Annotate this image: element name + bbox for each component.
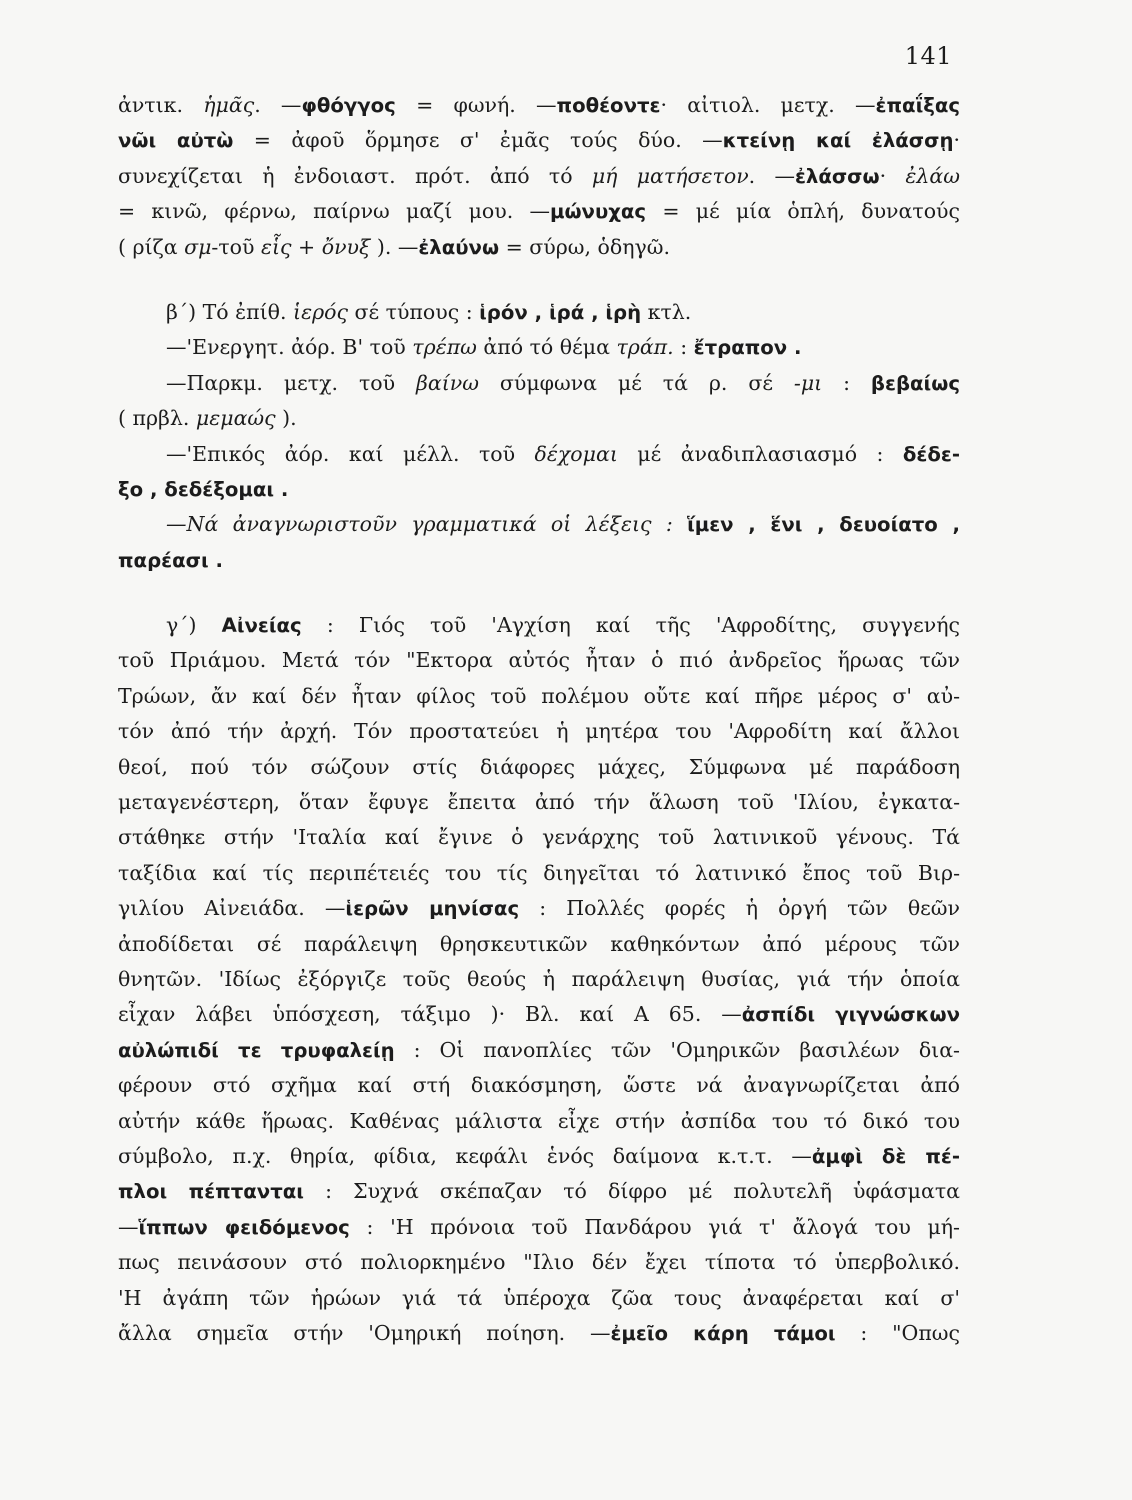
- text-run: ·: [879, 163, 906, 188]
- text-run: ἀπό τό θέμα: [476, 335, 617, 360]
- text-run: ἀντικ.: [118, 93, 204, 117]
- text-run: στάθηκε στήν 'Ιταλία καί ἔγινε ὁ γενάρχης τοῦ λατινικοῦ γένους. Τά: [118, 825, 960, 850]
- text-line: [118, 927, 960, 962]
- bold-term: ἵμεν , ἕνι , δευοίατο ,: [687, 513, 960, 537]
- text-line: [118, 820, 960, 855]
- page-number: 141: [904, 42, 952, 70]
- italic-term: ἐλάω: [905, 163, 960, 188]
- text-line: [118, 123, 960, 158]
- text-line: [118, 785, 960, 820]
- text-run: = κινῶ, φέρνω, παίρνω μαζί μου. —: [118, 199, 550, 224]
- text-run: σύμφωνα μέ τά ρ. σέ: [478, 370, 794, 395]
- text-run: : Συχνά σκέπαζαν τό δίφρο μέ πολυτελῆ ὑφάσματα: [303, 1179, 961, 1204]
- text-line: [118, 1245, 960, 1280]
- italic-term: ἡμᾶς: [203, 93, 255, 117]
- bold-term: ἐπαΐξας: [875, 94, 960, 117]
- bold-term: μώνυχας: [549, 200, 647, 224]
- text-run: :: [673, 335, 694, 360]
- text-run: : Γιός τοῦ 'Αγχίση καί τῆς 'Αφροδίτης, συγγενής: [301, 613, 960, 638]
- text-line: [118, 330, 960, 365]
- bold-term: ἔτραπον .: [693, 336, 802, 360]
- text-run: . —: [748, 163, 795, 188]
- text-line: [118, 1174, 960, 1209]
- text-line: [118, 295, 960, 330]
- text-run: ).: [275, 406, 297, 431]
- text-line: [118, 1316, 960, 1351]
- text-line: [118, 962, 960, 997]
- text-run: εἶχαν λάβει ὑπόσχεση, τάξιμο )· Βλ. καί Α 65. —: [118, 1002, 742, 1027]
- italic-term: βαίνω: [416, 370, 479, 395]
- text-run: = μέ μία ὁπλή, δυνατούς: [646, 199, 960, 224]
- text-line: [118, 1033, 960, 1068]
- text-run: [673, 512, 687, 536]
- text-line: [118, 437, 960, 472]
- bold-term: ἵππων φειδόμενος: [138, 1215, 350, 1239]
- text-run: · αἰτιολ. μετχ. —: [660, 93, 876, 117]
- text-run: = φωνή. —: [395, 93, 557, 117]
- italic-term: μεμαώς: [195, 406, 276, 431]
- italic-term: -μι: [793, 370, 823, 395]
- bold-term: ἀμφὶ δὲ πέ-: [811, 1144, 960, 1168]
- italic-term: εἷς: [261, 234, 292, 259]
- italic-term: τράπ.: [616, 335, 674, 360]
- text-run: τοῦ Πριάμου. Μετά τόν "Εκτορα αὐτός ἦταν ὁ πιό ἀνδρεῖος ἥρωας τῶν: [118, 648, 960, 673]
- text-run: ἄλλα σημεῖα στήν 'Ομηρική ποίηση. —: [118, 1320, 611, 1345]
- text-run: σέ τύπους :: [347, 299, 480, 324]
- text-run: —Παρκμ. μετχ. τοῦ: [166, 370, 417, 395]
- bold-term: κτείνῃ καί ἐλάσσῃ: [722, 129, 954, 153]
- bold-term: ἐλαύνω: [418, 235, 500, 259]
- text-run: -τοῦ: [211, 234, 261, 259]
- bold-term: παρέασι .: [118, 548, 223, 572]
- text-line: [118, 643, 960, 678]
- bold-term: ἀσπίδι γιγνώσκων: [741, 1003, 960, 1027]
- bold-term: πλοι πέπτανται: [118, 1180, 304, 1204]
- text-line: [118, 856, 960, 891]
- bold-term: ἐμεῖο κάρη τάμοι: [610, 1321, 836, 1345]
- italic-term: ὄνυξ: [321, 234, 371, 259]
- text-run: φέρουν στό σχῆμα καί στή διακόσμηση, ὥστε νά ἀναγνωρίζεται ἀπό: [118, 1073, 960, 1098]
- text-run: θεοί, πού τόν σώζουν στίς διάφορες μάχες, Σύμφωνα μέ παράδοση: [118, 754, 960, 779]
- text-line: [118, 1210, 960, 1245]
- italic-term: —Νά ἀναγνωριστοῦν γραμματικά οἱ λέξεις :: [166, 512, 673, 537]
- text-run: κτλ.: [641, 299, 692, 324]
- text-run: Τρώων, ἄν καί δέν ἦταν φίλος τοῦ πολέμου οὔτε καί πῆρε μέρος σ' αὐ-: [118, 683, 960, 708]
- text-line: [118, 230, 960, 265]
- bold-term: ἐλάσσω: [794, 164, 880, 188]
- text-line: [118, 997, 960, 1032]
- text-run: ( πρβλ.: [118, 406, 196, 431]
- text-line: [118, 891, 960, 926]
- text-run: : 'Η πρόνοια τοῦ Πανδάρου γιά τ' ἄλογά του μή-: [349, 1214, 960, 1239]
- text-run: —'Επικός ἀόρ. καί μέλλ. τοῦ: [166, 441, 535, 466]
- text-line: [118, 714, 960, 749]
- text-run: ·: [953, 128, 960, 153]
- text-run: γ΄): [166, 613, 222, 638]
- text-line: [118, 194, 960, 229]
- document-body: [118, 88, 960, 1351]
- text-run: : "Οπως: [835, 1320, 960, 1345]
- bold-term: ἱερῶν μηνίσας: [345, 897, 520, 921]
- text-line: [118, 507, 960, 542]
- text-run: μεταγενέστερη, ὅταν ἔφυγε ἔπειτα ἀπό τήν ἅλωση τοῦ 'Ιλίου, ἐγκατα-: [118, 790, 960, 815]
- text-run: αὐτήν κάθε ἥρωας. Καθένας μάλιστα εἶχε στήν ἀσπίδα του τό δικό του: [118, 1108, 960, 1133]
- text-run: = σύρω, ὁδηγῶ.: [499, 234, 670, 259]
- bold-term: δέδε-: [902, 442, 960, 466]
- text-run: : Οἱ πανοπλίες τῶν 'Ομηρικῶν βασιλέων δια-: [394, 1037, 960, 1062]
- text-run: μέ ἀναδιπλασιασμό :: [617, 441, 903, 466]
- text-line: [118, 472, 960, 507]
- text-run: —'Ενεργητ. ἀόρ. Β' τοῦ: [166, 335, 413, 360]
- text-run: +: [291, 234, 322, 259]
- text-run: ). —: [370, 234, 419, 259]
- text-line: [118, 543, 960, 578]
- text-line: [118, 679, 960, 714]
- bold-term: ξο , δεδέξομαι .: [118, 477, 289, 501]
- text-run: συνεχίζεται ἡ ἐνδοιαστ. πρότ. ἀπό τό: [118, 163, 592, 188]
- text-run: :: [822, 370, 871, 395]
- text-run: σύμβολο, π.χ. θηρία, φίδια, κεφάλι ἑνός δαίμονα κ.τ.τ. —: [118, 1143, 812, 1168]
- text-run: ταξίδια καί τίς περιπέτειές του τίς διηγεῖται τό λατινικό ἔπος τοῦ Βιρ-: [118, 860, 960, 885]
- text-line: [118, 88, 960, 123]
- text-run: ( ρίζα: [118, 234, 185, 259]
- text-line: [118, 1068, 960, 1103]
- bold-term: φθόγγος: [301, 94, 396, 117]
- italic-term: σμ: [184, 234, 212, 259]
- text-line: [118, 608, 960, 643]
- text-run: β΄) Τό ἐπίθ.: [166, 299, 294, 324]
- text-run: —: [118, 1214, 139, 1239]
- bold-term: νῶι αὐτὼ: [118, 129, 234, 153]
- text-run: τόν ἀπό τήν ἀρχή. Τόν προστατεύει ἡ μητέρα του 'Αφροδίτη καί ἄλλοι: [118, 719, 960, 744]
- text-run: ἀποδίδεται σέ παράλειψη θρησκευτικῶν καθηκόντων ἀπό μέρους τῶν: [118, 931, 960, 956]
- text-run: θνητῶν. 'Ιδίως ἐξόργιζε τοῦς θεούς ἡ παράλειψη θυσίας, γιά τήν ὁποία: [118, 966, 960, 991]
- bold-term: Αἰνείας: [221, 614, 302, 638]
- italic-term: τρέπω: [412, 335, 477, 360]
- text-line: [118, 366, 960, 401]
- text-line: [118, 1139, 960, 1174]
- text-run: 'Η ἀγάπη τῶν ἡρώων γιά τά ὑπέροχα ζῶα τους ἀναφέρεται καί σ': [118, 1285, 960, 1310]
- text-run: : Πολλές φορές ἡ ὀργή τῶν θεῶν: [519, 896, 960, 921]
- italic-term: δέχομαι: [534, 441, 618, 466]
- text-line: [118, 1281, 960, 1316]
- text-run: = ἀφοῦ ὅρμησε σ' ἐμᾶς τούς δύο. —: [233, 128, 723, 153]
- text-line: [118, 1104, 960, 1139]
- bold-term: ἱρόν , ἱρά , ἱρὴ: [479, 300, 642, 324]
- text-run: γιλίου Αἰνειάδα. —: [118, 896, 346, 921]
- text-run: . —: [254, 93, 302, 117]
- text-run: πως πεινάσουν στό πολιορκημένο "Ιλιο δέν ἔχει τίποτα τό ὑπερβολικό.: [118, 1250, 960, 1275]
- italic-term: μή ματήσετον: [591, 163, 749, 188]
- italic-term: ἱερός: [293, 299, 348, 324]
- bold-term: βεβαίως: [870, 371, 960, 395]
- text-line: [118, 159, 960, 194]
- bold-term: αὐλώπιδί τε τρυφαλείῃ: [118, 1038, 395, 1062]
- text-line: [118, 401, 960, 436]
- text-line: [118, 750, 960, 785]
- bold-term: ποθέοντε: [556, 94, 661, 117]
